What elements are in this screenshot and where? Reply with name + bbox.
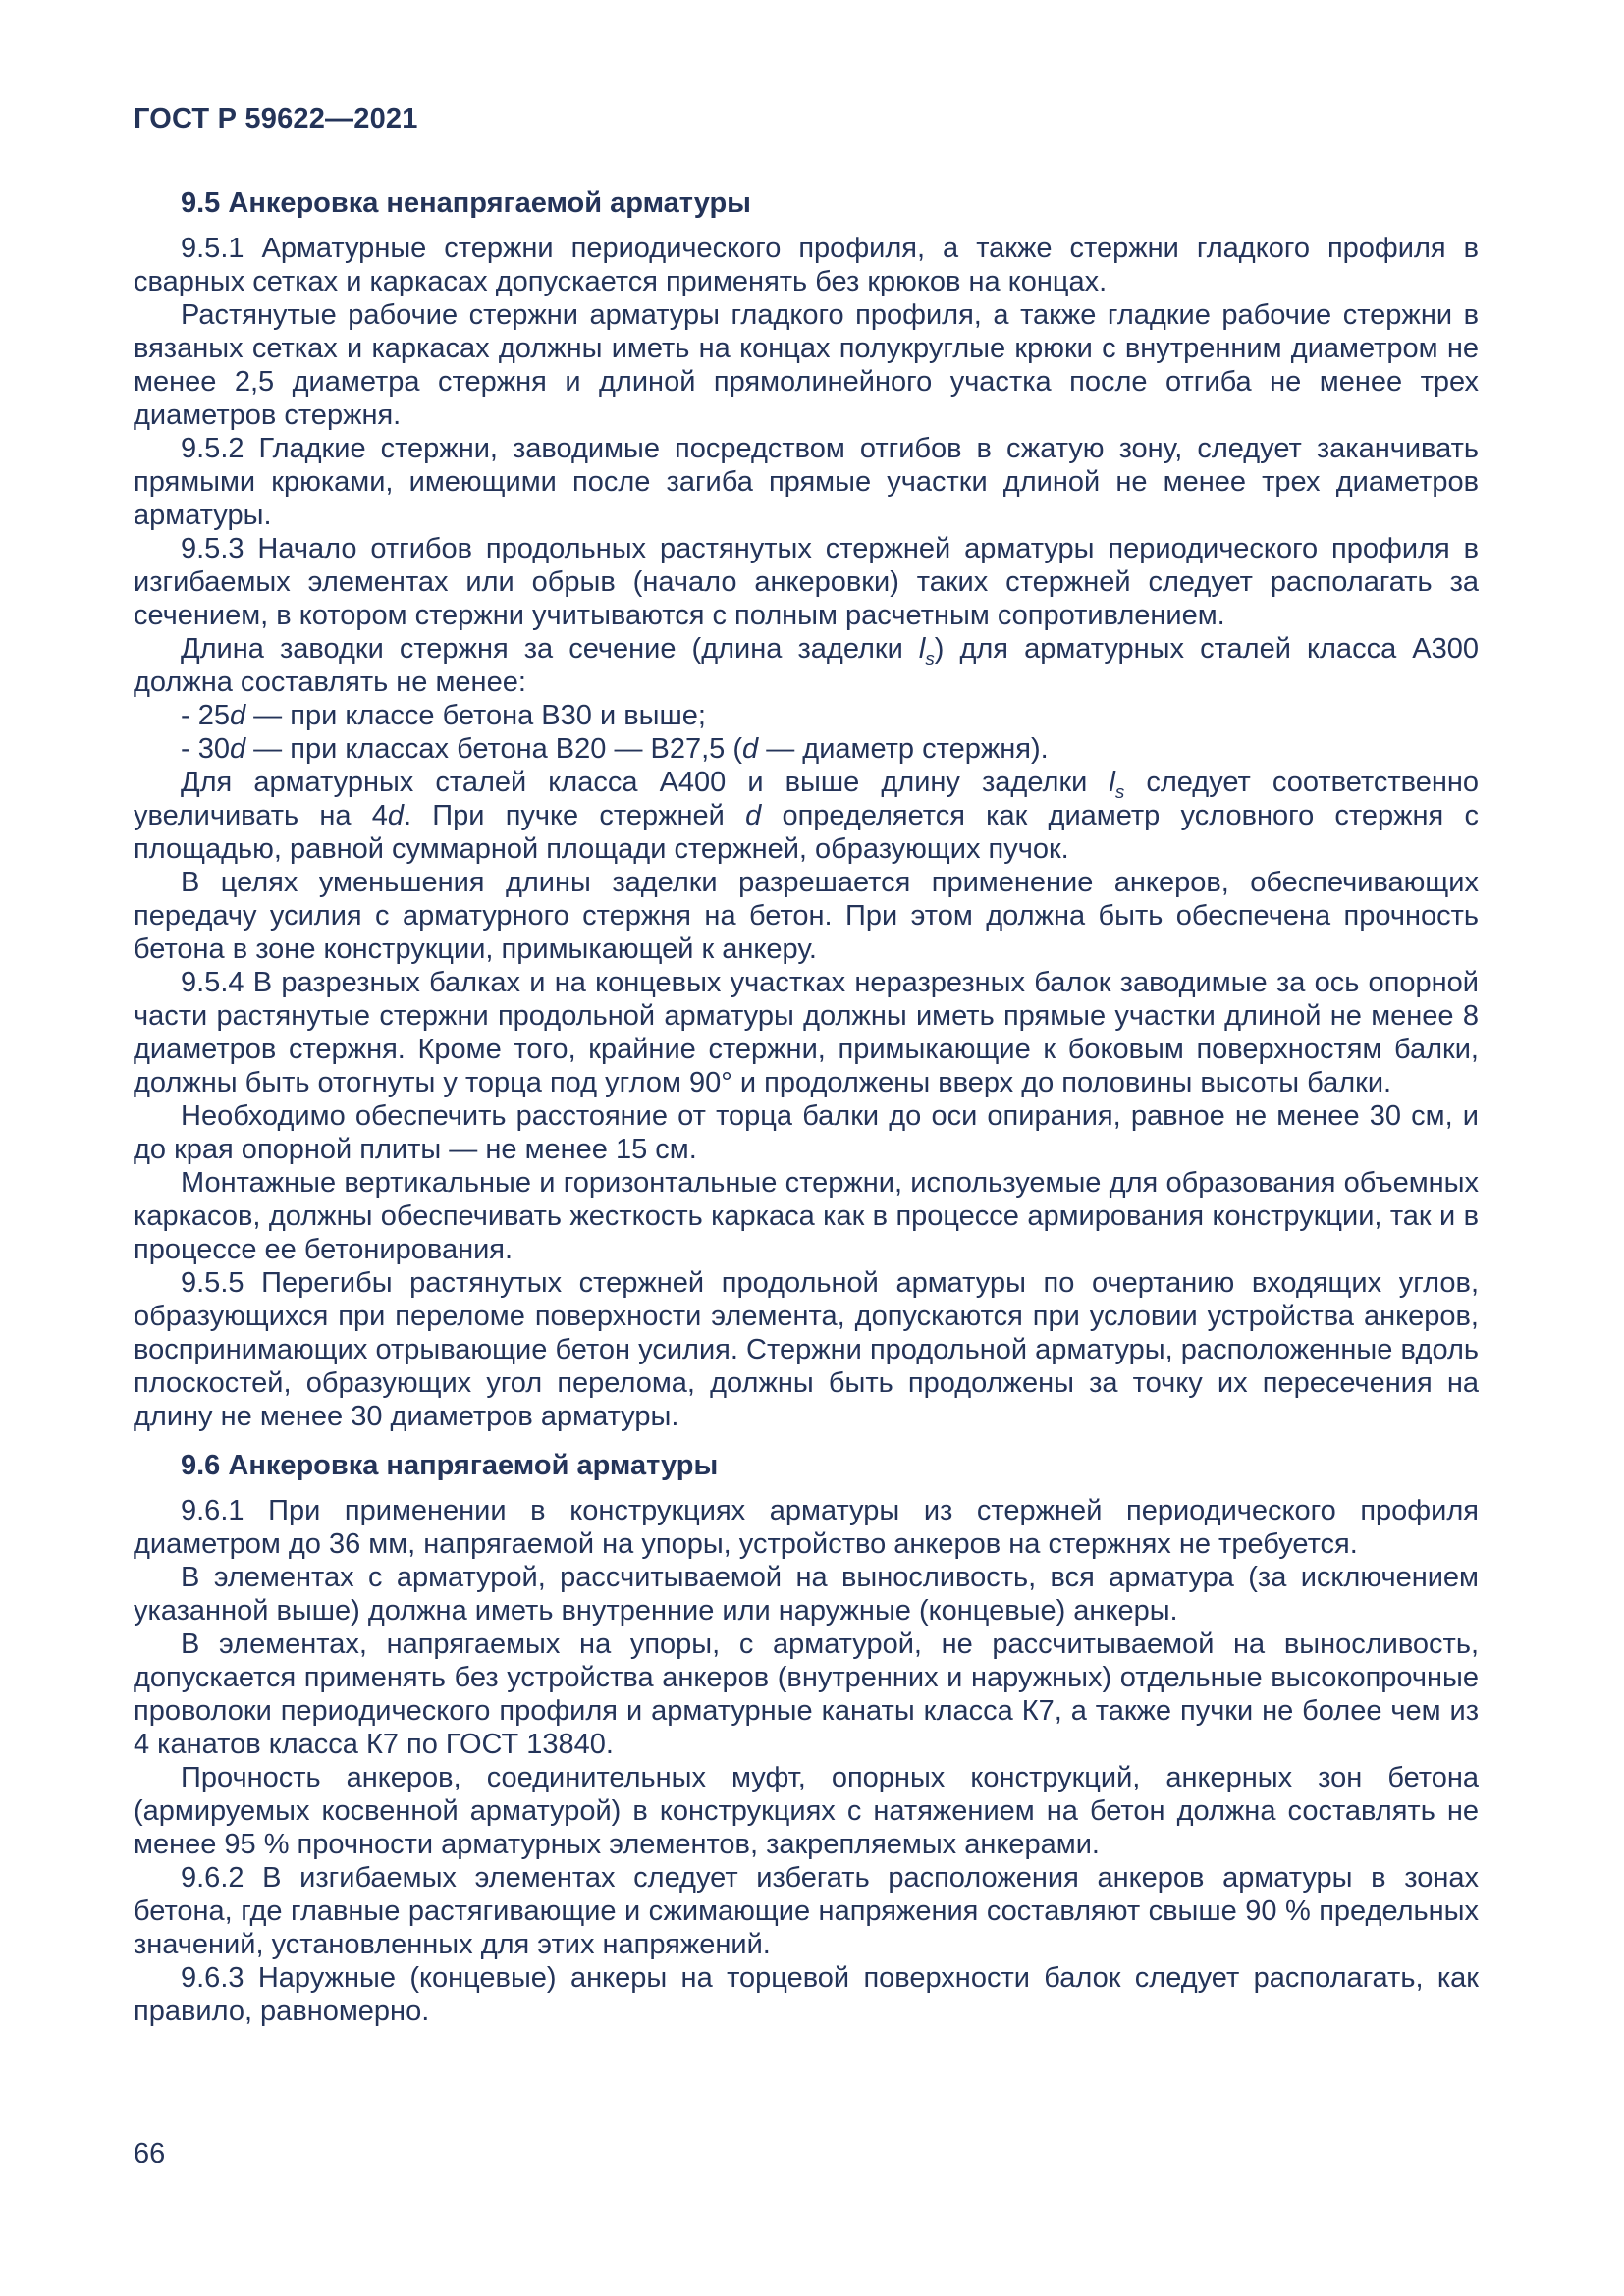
text-run: d <box>745 800 762 831</box>
paragraph <box>134 866 1479 966</box>
paragraph <box>134 1494 1479 1561</box>
text-run: 9.6.2 В изгибаемых элементах следует избегать расположения анкеров арматуры в зонах бетона, где главные растягивающие и сжимающие напряжения составляют свыше 90 % предельных значений, установленных для этих напряжений. <box>134 1862 1479 1960</box>
list-item <box>134 699 1479 732</box>
text-run: — при классе бетона В30 и выше; <box>245 700 706 731</box>
text-run: Для арматурных сталей класса А400 и выше длину заделки <box>181 767 1110 798</box>
text-run: d <box>229 733 246 765</box>
paragraph <box>134 1761 1479 1861</box>
text-run: d <box>742 733 759 765</box>
paragraph <box>134 532 1479 632</box>
document-header: ГОСТ Р 59622—2021 <box>134 103 418 134</box>
text-run: — при классах бетона В20 — В27,5 ( <box>245 733 743 765</box>
paragraph <box>134 1099 1479 1166</box>
section-heading <box>134 1449 1479 1482</box>
paragraph <box>134 432 1479 532</box>
text-run: 9.5 Анкеровка ненапрягаемой арматуры <box>181 187 751 219</box>
list-item <box>134 732 1479 766</box>
paragraph <box>134 1628 1479 1761</box>
text-run: d <box>387 800 405 831</box>
text-run: - 30 <box>181 733 230 765</box>
text-run: 9.5.1 Арматурные стержни периодического профиля, а также стержни гладкого профиля в сварных сетках и каркасах допускается применять без крюков на концах. <box>134 233 1479 297</box>
text-run: — диаметр стержня). <box>758 733 1049 765</box>
text-run: Длина заводки стержня за сечение (длина заделки <box>181 633 919 665</box>
text-run: следует соответственно увеличивать на 4 <box>134 767 1479 831</box>
paragraph <box>134 1266 1479 1433</box>
text-run: l <box>1109 767 1115 798</box>
text-run: d <box>229 700 246 731</box>
document-content <box>134 187 1479 2028</box>
paragraph <box>134 1861 1479 1961</box>
text-run: 9.6.1 При применении в конструкциях арматуры из стержней периодического профиля диаметром до 36 мм, напрягаемой на упоры, устройство анкеров на стержнях не требуется. <box>134 1495 1479 1560</box>
text-run: 9.5.2 Гладкие стержни, заводимые посредством отгибов в сжатую зону, следует заканчивать прямыми крюками, имеющими после загиба прямые участки длиной не менее трех диаметров арматуры. <box>134 433 1479 531</box>
text-run: . При пучке стержней <box>404 800 746 831</box>
text-run: ) для арматурных сталей класса А300 должна составлять не менее: <box>134 633 1479 698</box>
text-run: определяется как диаметр условного стержня с площадью, равной суммарной площади стержней, образующих пучок. <box>134 800 1479 865</box>
text-run: Прочность анкеров, соединительных муфт, опорных конструкций, анкерных зон бетона (армируемых косвенной арматурой) в конструкциях с натяжением на бетон должна составлять не менее 95 % прочности арматурных элементов, закрепляемых анкерами. <box>134 1762 1479 1860</box>
text-run: - 25 <box>181 700 230 731</box>
paragraph <box>134 966 1479 1099</box>
text-run: Растянутые рабочие стержни арматуры гладкого профиля, а также гладкие рабочие стержни в вязаных сетках и каркасах должны иметь на концах полукруглые крюки с внутренним диаметром не менее 2,5 диаметра стержня и длиной прямолинейного участка после отгиба не менее трех диаметров стержня. <box>134 299 1479 431</box>
text-run: 9.6.3 Наружные (концевые) анкеры на торцевой поверхности балок следует располагать, как правило, равномерно. <box>134 1962 1479 2027</box>
paragraph <box>134 1561 1479 1628</box>
text-run: 9.5.3 Начало отгибов продольных растянутых стержней арматуры периодического профиля в изгибаемых элементах или обрыв (начало анкеровки) таких стержней следует располагать за сечением, в котором стержни учитываются с полным расчетным сопротивлением. <box>134 533 1479 631</box>
paragraph <box>134 632 1479 699</box>
text-run: l <box>918 633 926 665</box>
text-run: s <box>1114 780 1125 802</box>
paragraph <box>134 1961 1479 2028</box>
paragraph <box>134 1166 1479 1266</box>
section-heading <box>134 187 1479 220</box>
paragraph <box>134 766 1479 866</box>
text-run: В элементах, напрягаемых на упоры, с арматурой, не рассчитываемой на выносливость, допускается применять без устройства анкеров (внутренних и наружных) отдельные высокопрочные проволоки периодического профиля и арматурные канаты класса К7, а также пучки не более чем из 4 канатов класса К7 по ГОСТ 13840. <box>134 1629 1479 1760</box>
text-run: 9.5.4 В разрезных балках и на концевых участках неразрезных балок заводимые за ось опорной части растянутые стержни продольной арматуры должны иметь прямые участки длиной не менее 8 диаметров стержня. Кроме того, крайние стержни, примыкающие к боковым поверхностям балки, должны быть отогнуты у торца под углом 90° и продолжены вверх до половины высоты балки. <box>134 967 1479 1098</box>
text-run: 9.6 Анкеровка напрягаемой арматуры <box>181 1450 719 1481</box>
text-run: s <box>925 647 935 668</box>
text-run: Монтажные вертикальные и горизонтальные стержни, используемые для образования объемных каркасов, должны обеспечивать жесткость каркаса как в процессе армирования конструкции, так и в процессе ее бетонирования. <box>134 1167 1479 1265</box>
page-number: 66 <box>134 2138 166 2169</box>
text-run: В элементах с арматурой, рассчитываемой на выносливость, вся арматура (за исключением указанной выше) должна иметь внутренние или наружные (концевые) анкеры. <box>134 1562 1479 1627</box>
text-run: В целях уменьшения длины заделки разрешается применение анкеров, обеспечивающих передачу усилия с арматурного стержня на бетон. При этом должна быть обеспечена прочность бетона в зоне конструкции, примыкающей к анкеру. <box>134 867 1479 965</box>
text-run: 9.5.5 Перегибы растянутых стержней продольной арматуры по очертанию входящих углов, образующихся при переломе поверхности элемента, допускаются при условии устройства анкеров, воспринимающих отрывающие бетон усилия. Стержни продольной арматуры, расположенные вдоль плоскостей, образующих угол перелома, должны быть продолжены за точку их пересечения на длину не менее 30 диаметров арматуры. <box>134 1267 1479 1432</box>
paragraph <box>134 232 1479 298</box>
text-run: Необходимо обеспечить расстояние от торца балки до оси опирания, равное не менее 30 см, и до края опорной плиты — не менее 15 см. <box>134 1100 1479 1165</box>
paragraph <box>134 298 1479 432</box>
